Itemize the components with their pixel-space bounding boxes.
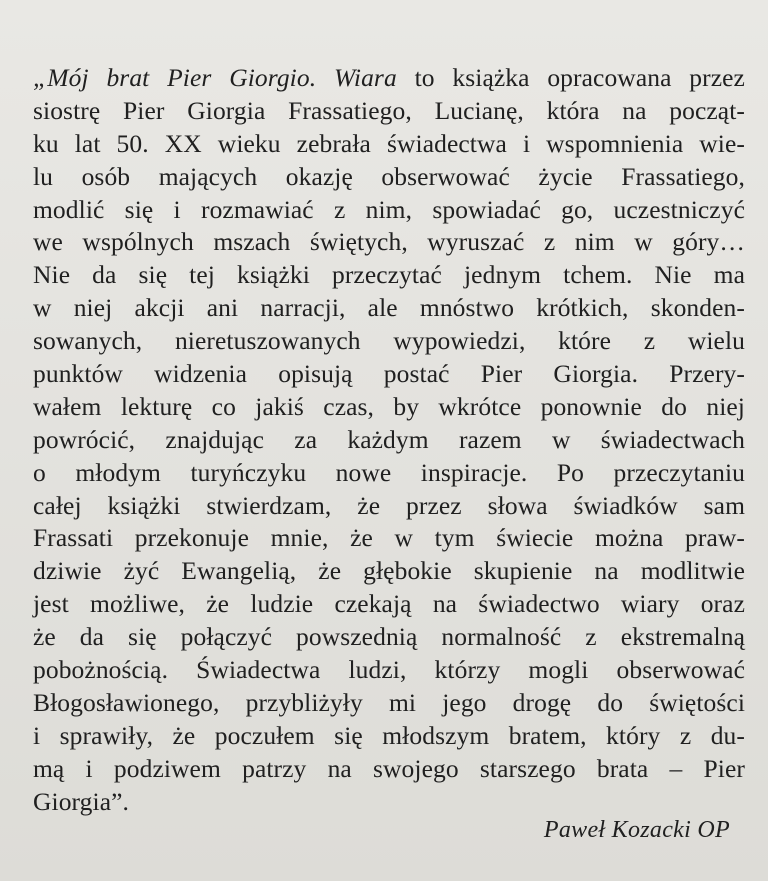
text-line-15: Frassati przekonuje mnie, że w tym świecie można praw-	[33, 523, 745, 553]
text-line-1	[33, 62, 745, 95]
text-line-4: lu osób mających okazję obserwować życie Frassatiego,	[33, 161, 745, 191]
text-line-5: modlić się i rozmawiać z nim, spowiadać go, uczestniczyć	[33, 194, 745, 224]
text-line-7: Nie da się tej książki przeczytać jednym tchem. Nie ma	[33, 260, 745, 290]
text-line-9: sowanych, nieretuszowanych wypowiedzi, które z wielu	[33, 326, 745, 356]
text-line-19: pobożnością. Świadectwa ludzi, którzy mogli obserwować	[33, 655, 745, 685]
text-line-18: że da się połączyć powszednią normalność z ekstremalną	[33, 622, 745, 652]
text-line-16: dziwie żyć Ewangelią, że głębokie skupienie na modlitwie	[33, 556, 745, 586]
text-line-2: siostrę Pier Giorgia Frassatiego, Lucianę, która na począt-	[33, 95, 745, 125]
text-line-12: powrócić, znajdując za każdym razem w świadectwach	[33, 424, 745, 454]
quote-open-mark: „	[33, 63, 48, 92]
text-line-17: jest możliwe, że ludzie czekają na świadectwo wiary oraz	[33, 589, 745, 619]
text-line-21: i sprawiły, że poczułem się młodszym bratem, który z du-	[33, 720, 745, 750]
text-line-13: o młodym turyńczyku nowe inspiracje. Po przeczytaniu	[33, 457, 745, 487]
book-title: Mój brat Pier Giorgio. Wiara	[47, 63, 397, 92]
quote-paragraph	[33, 62, 745, 818]
text-line-23: Giorgia”.	[33, 786, 130, 816]
text-line-11: wałem lekturę co jakiś czas, by wkrótce ponownie do niej	[33, 391, 745, 421]
line-1-rest: to książka opracowana przez	[396, 63, 745, 92]
text-line-14: całej książki stwierdzam, że przez słowa świadków sam	[33, 490, 745, 520]
text-line-20: Błogosławionego, przybliżyły mi jego drogę do świętości	[33, 687, 745, 717]
text-line-22: mą i podziwem patrzy na swojego starszego brata – Pier	[33, 753, 745, 783]
text-line-8: w niej akcji ani narracji, ale mnóstwo krótkich, skonden-	[33, 293, 745, 323]
author-signature: Paweł Kozacki OP	[543, 817, 730, 843]
text-line-3: ku lat 50. XX wieku zebrała świadectwa i wspomnienia wie-	[33, 128, 745, 158]
text-line-10: punktów widzenia opisują postać Pier Giorgia. Przery-	[33, 359, 745, 389]
text-line-6: we wspólnych mszach świętych, wyruszać z nim w góry…	[33, 227, 745, 257]
